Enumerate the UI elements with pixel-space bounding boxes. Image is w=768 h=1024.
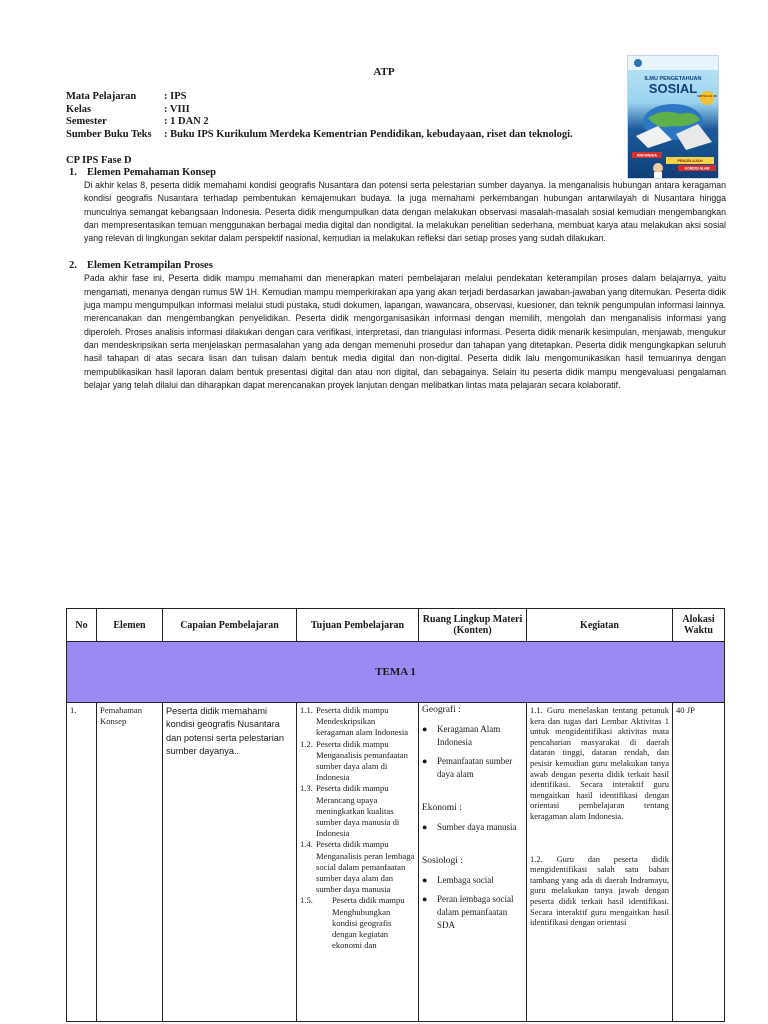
tujuan-item: 1.5. Peserta didik mampu Menghubungkan kondisi geografis dengan kegiatan ekonomi dan bbox=[300, 895, 405, 951]
konten-group bbox=[422, 803, 523, 834]
document-title: ATP bbox=[373, 66, 395, 78]
meta-row: Semester : 1 DAN 2 bbox=[66, 116, 209, 127]
table-row bbox=[67, 703, 725, 1022]
tujuan-item: 1.4. Peserta didik mampu Menganalisis peran lembaga social dalam pemanfaatan sumber daya alam dan sumber daya manusia bbox=[300, 839, 415, 895]
element-2-text: Pada akhir fase ini, Peserta didik mampu memahami dan menerapkan materi pembelajaran melalui pendekatan keterampilan proses dalam belajarnya, yaitu mengamati, menanya dengan rumus 5W 1H. Kemudian mampu memperkirakan apa yang akan terjadi berdasarkan jawaban-jawaban yang ditemukan. Peserta didik juga mampu mengumpulkan informasi melalui studi pustaka, studi dokumen, lapangan, wawancara, observasi, kuesioner, dan teknik pengumpulan informasi lainnya. merencanakan dan mengembangkan penyelidikan. Peserta didik mengorganisasikan informasi dengan memilih, mengolah dan menganalisis informasi yang diperoleh. Proses analisis informasi dilakukan dengan cara verifikasi, interpretasi, dan triangulasi informasi. Peserta didik menarik kesimpulan, menjawab, mengukur dan mendeskripsikan serta menjelaskan permasalahan yang ada dengan memenuhi prosedur dan tahapan yang ditetapkan. Peserta didik mengungkapkan seluruh hasil tahapan di atas secara lisan dan tulisan dalam bentuk media digital dan non-digital. Peserta didik lalu mengomunikasikan hasil temuannya dengan mempublikasikan hasil laporan dalam bentuk presentasi digital dan atau non digital, dan sebagainya. Selain itu peserta didik mampu mengevaluasi pengalaman belajar yang telah dilalui dan diharapkan dapat merencanakan proyek lanjutan dengan melibatkan lintas mata pelajaran secara kolaboratif. bbox=[84, 273, 726, 390]
cp-section bbox=[66, 155, 726, 392]
cover-line2: SOSIAL bbox=[648, 81, 698, 96]
header-tujuan: Tujuan Pembelajaran bbox=[297, 609, 419, 642]
atp-table bbox=[66, 608, 725, 1022]
cp-heading: CP IPS Fase D bbox=[66, 155, 132, 166]
cover-banner-2: KONDISI ALAM bbox=[684, 166, 710, 171]
konten-title: Ekonomi : bbox=[422, 803, 462, 813]
kegiatan-item: 1.2. Guru dan peserta didik mengidentifikasi salah satu bahan tambang yang ada di daerah Indramayu, guru melakukan tanya jawab dengan peserta didik terkait hasil identifikasi. Secara interaktif guru mengaitkan hasil identifikasi dengan orientasi bbox=[530, 853, 669, 928]
header-alokasi: Alokasi Waktu bbox=[673, 609, 725, 642]
cell-tujuan bbox=[297, 703, 419, 1022]
bullet-icon: ● bbox=[422, 875, 428, 885]
konten-item: ● Peran lembaga social dalam pemanfaatan SDA bbox=[422, 894, 514, 930]
konten-item: ● Keragaman Alam Indonesia bbox=[422, 724, 501, 747]
konten-group bbox=[422, 856, 523, 932]
cell-alokasi: 40 JP bbox=[673, 703, 725, 1022]
konten-group bbox=[422, 705, 523, 781]
tema-label: TEMA 1 bbox=[67, 642, 725, 703]
subject-info bbox=[66, 91, 573, 141]
cell-elemen: Pemahaman Konsep bbox=[97, 703, 163, 1022]
tujuan-item: 1.3. Peserta didik mampu Merancang upaya meningkatkan kualitas sumber daya manusia di Indonesia bbox=[300, 783, 400, 839]
meta-row: Kelas : VIII bbox=[66, 103, 190, 115]
cover-banner-1: INDONESIA bbox=[637, 153, 657, 158]
cell-kegiatan bbox=[527, 703, 673, 1022]
tujuan-item: 1.1. Peserta didik mampu Mendeskripsikan keragaman alam Indonesia bbox=[300, 705, 409, 738]
element-1-text: Di akhir kelas 8, peserta didik memahami kondisi geografis Nusantara dan potensi serta pelestarian sumber dayanya. Ia menganalisis hubungan antara keragaman kondisi geografis Nusantara terhadap pembentukan kemajemukan budaya. Ia juga memahami perkembangan hubungan antarwilayah di Nusantara hingga munculnya semangat kebangsaan Indonesia. Peserta didik mengumpulkan data dengan melakukan observasi masalah-masalah sosial kemudian mengembangkan dan mempresentasikan temuan menggunakan berbagai media digital dan nondigital. Ia melakukan penelitian sederhana, membuat karya atau melakukan aksi sosial yang relevan di lingkungan sekitar dalam perspektif nasional, kemudian ia melakukan refleksi dari setiap proses yang sudah dilakukan. bbox=[84, 180, 726, 244]
konten-item: ● Lembaga social bbox=[422, 875, 494, 885]
bullet-icon: ● bbox=[422, 822, 428, 832]
cell-konten bbox=[419, 703, 527, 1022]
cover-badge: SMP KELAS VIII bbox=[697, 95, 717, 98]
header-elemen: Elemen bbox=[97, 609, 163, 642]
konten-title: Sosiologi : bbox=[422, 856, 463, 866]
tujuan-item: 1.2. Peserta didik mampu Menganalisis pemanfaatan sumber daya alam di Indonesia bbox=[300, 738, 408, 783]
bullet-icon: ● bbox=[422, 894, 428, 904]
cover-banner-alt: PENJELAJAH bbox=[677, 159, 703, 163]
bullet-icon: ● bbox=[422, 756, 428, 766]
header-capaian: Capaian Pembelajaran bbox=[163, 609, 297, 642]
meta-row: Mata Pelajaran : IPS bbox=[66, 91, 187, 102]
header-no: No bbox=[67, 609, 97, 642]
konten-item: ● Pemanfaatan sumber daya alam bbox=[422, 756, 513, 779]
konten-title: Geografi : bbox=[422, 705, 461, 715]
header-kegiatan: Kegiatan bbox=[527, 609, 673, 642]
konten-item: ● Sumber daya manusia bbox=[422, 822, 517, 832]
header-ruang-lingkup: Ruang Lingkup Materi (Konten) bbox=[419, 609, 527, 642]
cover-line1: ILMU PENGETAHUAN bbox=[644, 76, 702, 82]
cell-no: 1. bbox=[67, 703, 97, 1022]
bullet-icon: ● bbox=[422, 724, 428, 734]
table-header-row bbox=[67, 609, 725, 642]
element-1-heading: 1. Elemen Pemahaman Konsep bbox=[69, 167, 216, 178]
cell-capaian: Peserta didik memahami kondisi geografis Nusantara dan potensi serta pelestarian sumber dayanya.. bbox=[163, 703, 297, 1022]
meta-row: Sumber Buku Teks : Buku IPS Kurikulum Merdeka Kementrian Pendidikan, kebudayaan, riset dan teknologi. bbox=[66, 128, 573, 140]
element-2-heading: 2. Elemen Ketrampilan Proses bbox=[69, 260, 213, 272]
tema-row bbox=[67, 642, 725, 703]
kegiatan-item: 1.1. Guru menelaskan tentang petunuk kera dan tugas dari Lembar Aktivitas 1 untuk mengidentifikasi aktivitas mata pencaharian masyarakat di daerah dataran tinggi, dataran rendah, dan pesisir kemudian guru melakukan tanya awab dengan peserta didik terkait hasil identifikasi. Secara interaktif guru mengaitkan hasil identifikasi dengan orientasi pembelajaran tentang keragaman alam Indonesia. bbox=[530, 705, 669, 821]
